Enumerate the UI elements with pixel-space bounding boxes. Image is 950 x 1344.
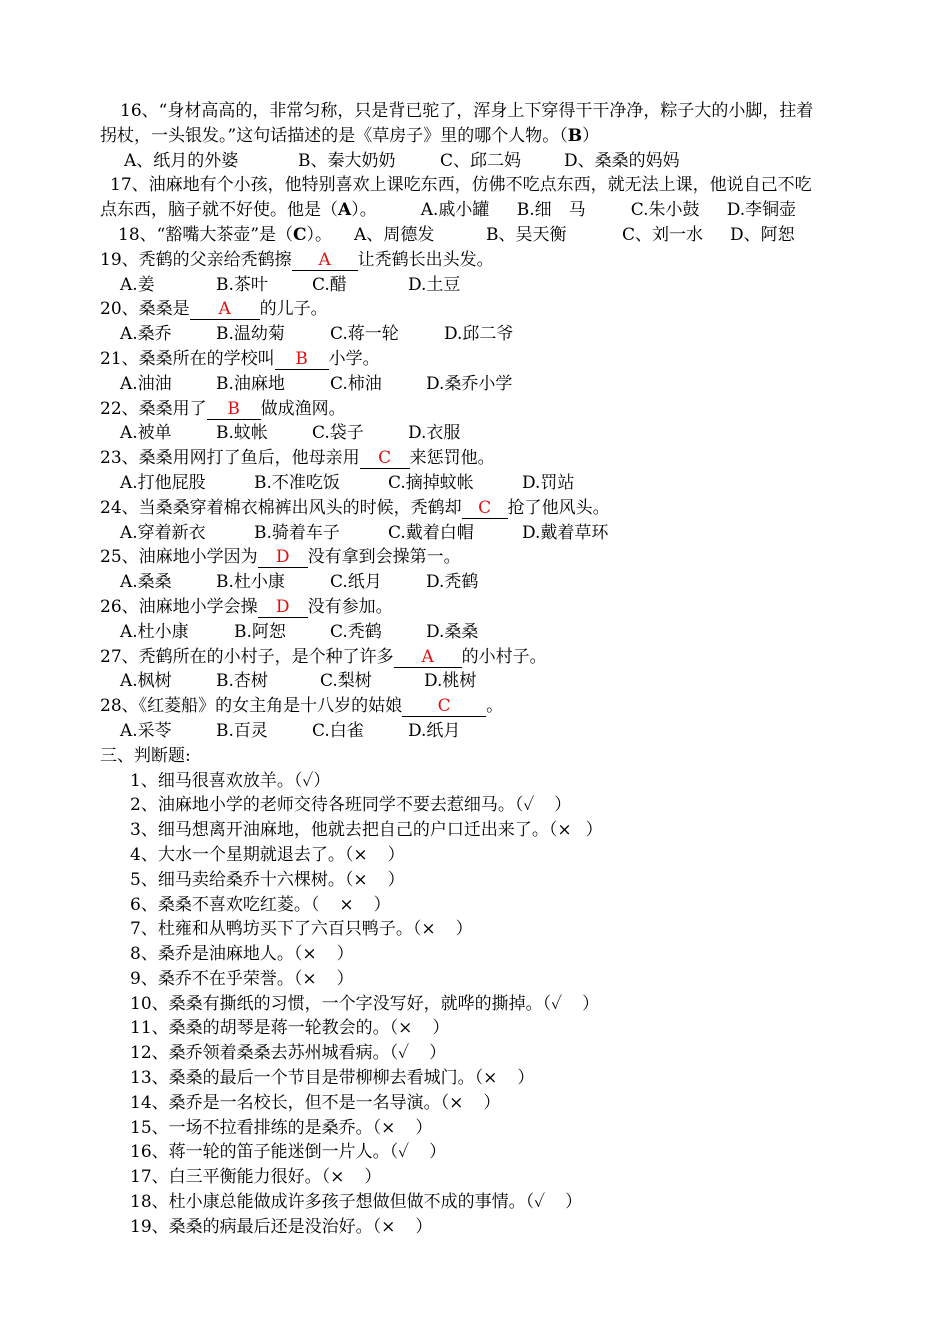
q18-stem: 18、“豁嘴大茶壶”是（ <box>118 224 294 245</box>
judgment-text: 5、细马卖给桑乔十六棵树。（ <box>130 869 354 890</box>
judgment-close: ） <box>415 1117 433 1138</box>
judgment-text: 6、桑桑不喜欢吃红菱。（ <box>130 894 320 915</box>
judgment-item <box>100 1016 870 1041</box>
judgment-text: 15、一场不拉看排练的是桑乔。（ <box>130 1117 382 1138</box>
option-b: B.阿恕 <box>234 621 286 642</box>
answer-blank <box>190 299 260 320</box>
judgment-mark: × <box>330 1167 345 1188</box>
option-c: C.摘掉蚊帐 <box>388 472 474 493</box>
option-d: D.桑乔小学 <box>426 373 513 394</box>
q16-stem-1: 16、“身材高高的，非常匀称，只是背已驼了，浑身上下穿得干干净净，粽子大的小脚，拄着 <box>120 101 814 121</box>
judgment-text: 13、桑桑的最后一个节目是带柳柳去看城门。（ <box>130 1068 484 1089</box>
answer-value: B <box>227 398 240 419</box>
option-a: A.采苓 <box>120 720 172 741</box>
option-b: B.茶叶 <box>216 274 268 295</box>
question-line <box>100 595 870 620</box>
option-a: A.打他屁股 <box>120 472 206 493</box>
q17-option-d: D.李铜壶 <box>726 200 797 221</box>
question-tail: 抢了他风头。 <box>507 497 610 518</box>
answer-value: C <box>378 448 392 469</box>
answer-value: D <box>275 596 290 617</box>
judgment-close: ） <box>387 844 405 865</box>
judgment-list <box>100 769 870 1240</box>
judgment-item <box>100 868 870 893</box>
q17-close: ）。 <box>351 200 377 221</box>
answer-value: A <box>421 646 434 667</box>
options-line <box>100 570 870 595</box>
question-tail: 的小村子。 <box>461 646 547 667</box>
judgment-mark: × <box>381 1216 396 1237</box>
option-b: B.杜小康 <box>216 572 285 593</box>
option-c: C.梨树 <box>320 671 372 692</box>
judgment-item <box>100 1140 870 1165</box>
option-c: C.柿油 <box>330 373 382 394</box>
option-d: D.戴着草环 <box>522 522 609 543</box>
judgment-close: ） <box>565 1192 583 1213</box>
option-a: A.被单 <box>120 423 172 444</box>
judgment-item <box>100 818 870 843</box>
q16-option-a: A、纸月的外婆 <box>124 150 239 171</box>
judgment-text: 8、桑乔是油麻地人。（ <box>130 944 303 965</box>
judgment-close: ） <box>313 770 331 791</box>
answer-blank <box>258 547 308 568</box>
judgment-text: 19、桑桑的病最后还是没治好。（ <box>130 1216 382 1237</box>
q16-line1 <box>100 99 870 124</box>
judgment-item <box>100 1091 870 1116</box>
judgment-item <box>100 893 870 918</box>
judgment-item <box>100 769 870 794</box>
question-line <box>100 446 870 471</box>
question-tail: 的儿子。 <box>259 299 328 320</box>
option-d: D.桑桑 <box>426 621 479 642</box>
judgment-item <box>100 1041 870 1066</box>
judgment-text: 9、桑乔不在乎荣誉。（ <box>130 968 303 989</box>
option-b: B.骑着车子 <box>254 522 340 543</box>
q16-options <box>100 149 870 174</box>
question-line <box>100 694 870 719</box>
q18-close: ）。 <box>306 224 333 245</box>
judgment-mark: × <box>381 1117 396 1138</box>
answer-value: B <box>295 348 308 369</box>
judgment-mark: × <box>302 968 317 989</box>
option-a: A.枫树 <box>120 671 172 692</box>
question-stem: 26、油麻地小学会操 <box>100 596 258 617</box>
judgment-item <box>100 1165 870 1190</box>
options-line <box>100 471 870 496</box>
option-d: D.桃树 <box>424 671 477 692</box>
option-d: D.衣服 <box>408 423 461 444</box>
judgment-item <box>100 1215 870 1240</box>
option-b: B.不准吃饭 <box>254 472 340 493</box>
answer-value: C <box>437 696 451 717</box>
judgment-mark: ✓ <box>534 1192 546 1213</box>
judgment-item <box>100 967 870 992</box>
option-b: B.温幼菊 <box>216 324 285 345</box>
judgment-mark: × <box>339 894 354 915</box>
judgment-mark: ✓ <box>551 993 563 1014</box>
judgment-text: 16、蒋一轮的笛子能迷倒一片人。（ <box>130 1142 399 1163</box>
option-c: C.袋子 <box>312 423 364 444</box>
judgment-mark: × <box>557 820 572 841</box>
judgment-close: ） <box>336 968 354 989</box>
q18-option-a: A、周德发 <box>354 224 435 245</box>
option-c: C.纸月 <box>330 572 382 593</box>
judgment-mark: × <box>421 919 436 940</box>
document-content <box>100 99 870 1240</box>
judgment-item <box>100 1116 870 1141</box>
answer-value: A <box>318 249 331 270</box>
option-a: A.杜小康 <box>120 621 189 642</box>
judgment-text: 12、桑乔领着桑桑去苏州城看病。（ <box>130 1043 399 1064</box>
section-3-title <box>100 744 870 769</box>
question-line <box>100 545 870 570</box>
options-line <box>100 521 870 546</box>
options-line <box>100 719 870 744</box>
answer-blank <box>207 399 261 420</box>
judgment-item <box>100 843 870 868</box>
options-line <box>100 273 870 298</box>
answer-blank <box>462 498 508 519</box>
judgment-item <box>100 917 870 942</box>
judgment-mark: × <box>483 1068 498 1089</box>
option-d: D.土豆 <box>408 274 461 295</box>
question-tail: 来惩罚他。 <box>409 448 495 469</box>
q16-stem-2: 拐杖，一头银发。”这句话描述的是《草房子》里的哪个人物。（ <box>100 125 568 146</box>
question-line <box>100 347 870 372</box>
judgment-text: 3、细马想离开油麻地，他就去把自己的户口迁出来了。（ <box>130 820 558 841</box>
q17-line2 <box>100 198 870 223</box>
q17-stem-1: 17、油麻地有个小孩，他特别喜欢上课吃东西，仿佛不吃点东西，就无法上课，他说自己不吃 <box>110 175 812 196</box>
question-tail: 。 <box>486 696 504 717</box>
q18-option-b: B、吴天衡 <box>486 224 567 245</box>
question-line <box>100 397 870 422</box>
option-b: B.杏树 <box>216 671 268 692</box>
judgment-close: ） <box>517 1068 535 1089</box>
options-line <box>100 669 870 694</box>
option-a: A.穿着新衣 <box>120 522 206 543</box>
option-d: D.罚站 <box>522 472 575 493</box>
judgment-item <box>100 793 870 818</box>
question-line <box>100 645 870 670</box>
judgment-text: 17、白三平衡能力很好。（ <box>130 1167 331 1188</box>
judgment-mark: ✓ <box>523 795 535 816</box>
q17-option-c: C.朱小鼓 <box>630 200 700 221</box>
q17-answer: A <box>338 200 352 221</box>
options-line <box>100 372 870 397</box>
judgment-text: 2、油麻地小学的老师交待各班同学不要去惹细马。（ <box>130 795 524 816</box>
judgment-mark: × <box>353 844 368 865</box>
judgment-item <box>100 1066 870 1091</box>
option-a: A.姜 <box>120 274 155 295</box>
judgment-close: ） <box>554 795 572 816</box>
q17-option-a: A.戚小罐 <box>420 200 490 221</box>
question-tail: 做成渔网。 <box>260 398 346 419</box>
question-stem: 20、桑桑是 <box>100 299 190 320</box>
answer-value: D <box>275 547 290 568</box>
judgment-item <box>100 1190 870 1215</box>
judgment-mark: ✓ <box>398 1043 410 1064</box>
answer-blank <box>292 250 358 271</box>
judgment-mark: ✓ <box>398 1142 410 1163</box>
judgment-close: ） <box>387 869 405 890</box>
section-title-text: 三、判断题: <box>100 745 191 766</box>
question-line <box>100 248 870 273</box>
option-a: A.油油 <box>120 373 172 394</box>
judgment-close: ） <box>429 1043 447 1064</box>
judgment-text: 10、桑桑有撕纸的习惯，一个字没写好，就哗的撕掉。（ <box>130 993 552 1014</box>
option-d: D.邱二爷 <box>444 324 514 345</box>
question-stem: 25、油麻地小学因为 <box>100 547 258 568</box>
question-stem: 19、秃鹤的父亲给秃鹤擦 <box>100 249 292 270</box>
option-d: D.纸月 <box>408 720 461 741</box>
answer-value: C <box>478 497 492 518</box>
option-a: A.桑乔 <box>120 324 172 345</box>
judgment-close: ） <box>483 1092 501 1113</box>
question-stem: 24、当桑桑穿着棉衣棉裤出风头的时候，秃鹤却 <box>100 497 462 518</box>
q17-stem-2: 点东西，脑子就不好使。他是（ <box>100 200 338 221</box>
judgment-close: ） <box>364 1167 382 1188</box>
question-tail: 没有拿到会操第一。 <box>307 547 461 568</box>
fill-questions <box>100 248 870 744</box>
question-stem: 27、秃鹤所在的小村子，是个种了许多 <box>100 646 394 667</box>
judgment-close: ） <box>415 1216 433 1237</box>
judgment-mark: × <box>353 869 368 890</box>
judgment-item <box>100 992 870 1017</box>
option-d: D.秃鹤 <box>426 572 479 593</box>
judgment-mark: × <box>302 944 317 965</box>
judgment-text: 11、桑桑的胡琴是蒋一轮教会的。（ <box>130 1018 399 1039</box>
q16-option-b: B、秦大奶奶 <box>298 150 396 171</box>
answer-blank <box>402 696 486 717</box>
options-line <box>100 421 870 446</box>
option-c: C.秃鹤 <box>330 621 382 642</box>
q16-option-c: C、邱二妈 <box>440 150 522 171</box>
answer-value: A <box>218 299 231 320</box>
q16-option-d: D、桑桑的妈妈 <box>564 150 680 171</box>
question-tail: 让秃鹤长出头发。 <box>357 249 494 270</box>
judgment-close: ） <box>582 993 600 1014</box>
q18-option-c: C、刘一水 <box>622 224 704 245</box>
judgment-close: ） <box>373 894 391 915</box>
q16-close: ） <box>582 125 600 146</box>
question-stem: 22、桑桑用了 <box>100 398 207 419</box>
judgment-text: 4、大水一个星期就退去了。（ <box>130 844 354 865</box>
question-tail: 小学。 <box>328 348 380 369</box>
question-stem: 23、桑桑用网打了鱼后，他母亲用 <box>100 448 360 469</box>
answer-blank <box>275 349 329 370</box>
option-a: A.桑桑 <box>120 572 172 593</box>
options-line <box>100 620 870 645</box>
judgment-mark: ✓ <box>302 770 314 791</box>
q18-answer: C <box>293 224 307 245</box>
judgment-close: ） <box>432 1018 450 1039</box>
option-c: C.白雀 <box>312 720 364 741</box>
question-stem: 21、桑桑所在的学校叫 <box>100 348 275 369</box>
judgment-text: 1、细马很喜欢放羊。（ <box>130 770 303 791</box>
option-c: C.蒋一轮 <box>330 324 399 345</box>
question-line <box>100 496 870 521</box>
answer-blank <box>258 597 308 618</box>
q17-line1 <box>100 173 870 198</box>
answer-blank <box>360 448 410 469</box>
q16-line2 <box>100 124 870 149</box>
option-b: B.蚊帐 <box>216 423 268 444</box>
judgment-close: ） <box>585 820 603 841</box>
answer-blank <box>394 647 462 668</box>
option-c: C.戴着白帽 <box>388 522 474 543</box>
judgment-close: ） <box>429 1142 447 1163</box>
question-tail: 没有参加。 <box>307 596 393 617</box>
q18-line <box>100 223 870 248</box>
judgment-close: ） <box>455 919 473 940</box>
question-line <box>100 297 870 322</box>
option-b: B.百灵 <box>216 720 268 741</box>
q18-option-d: D、阿恕 <box>730 224 795 245</box>
judgment-mark: × <box>398 1018 413 1039</box>
judgment-text: 18、杜小康总能做成许多孩子想做但做不成的事情。（ <box>130 1192 535 1213</box>
option-c: C.醋 <box>312 274 347 295</box>
judgment-text: 14、桑乔是一名校长，但不是一名导演。（ <box>130 1092 450 1113</box>
q16-answer: B <box>567 125 583 146</box>
judgment-mark: × <box>449 1092 464 1113</box>
judgment-close: ） <box>336 944 354 965</box>
options-line <box>100 322 870 347</box>
judgment-item <box>100 942 870 967</box>
q17-option-b: B.细 马 <box>516 200 586 221</box>
option-b: B.油麻地 <box>216 373 285 394</box>
question-stem: 28、《红菱船》的女主角是十八岁的姑娘 <box>100 696 403 717</box>
judgment-text: 7、杜雍和从鸭坊买下了六百只鸭子。（ <box>130 919 422 940</box>
